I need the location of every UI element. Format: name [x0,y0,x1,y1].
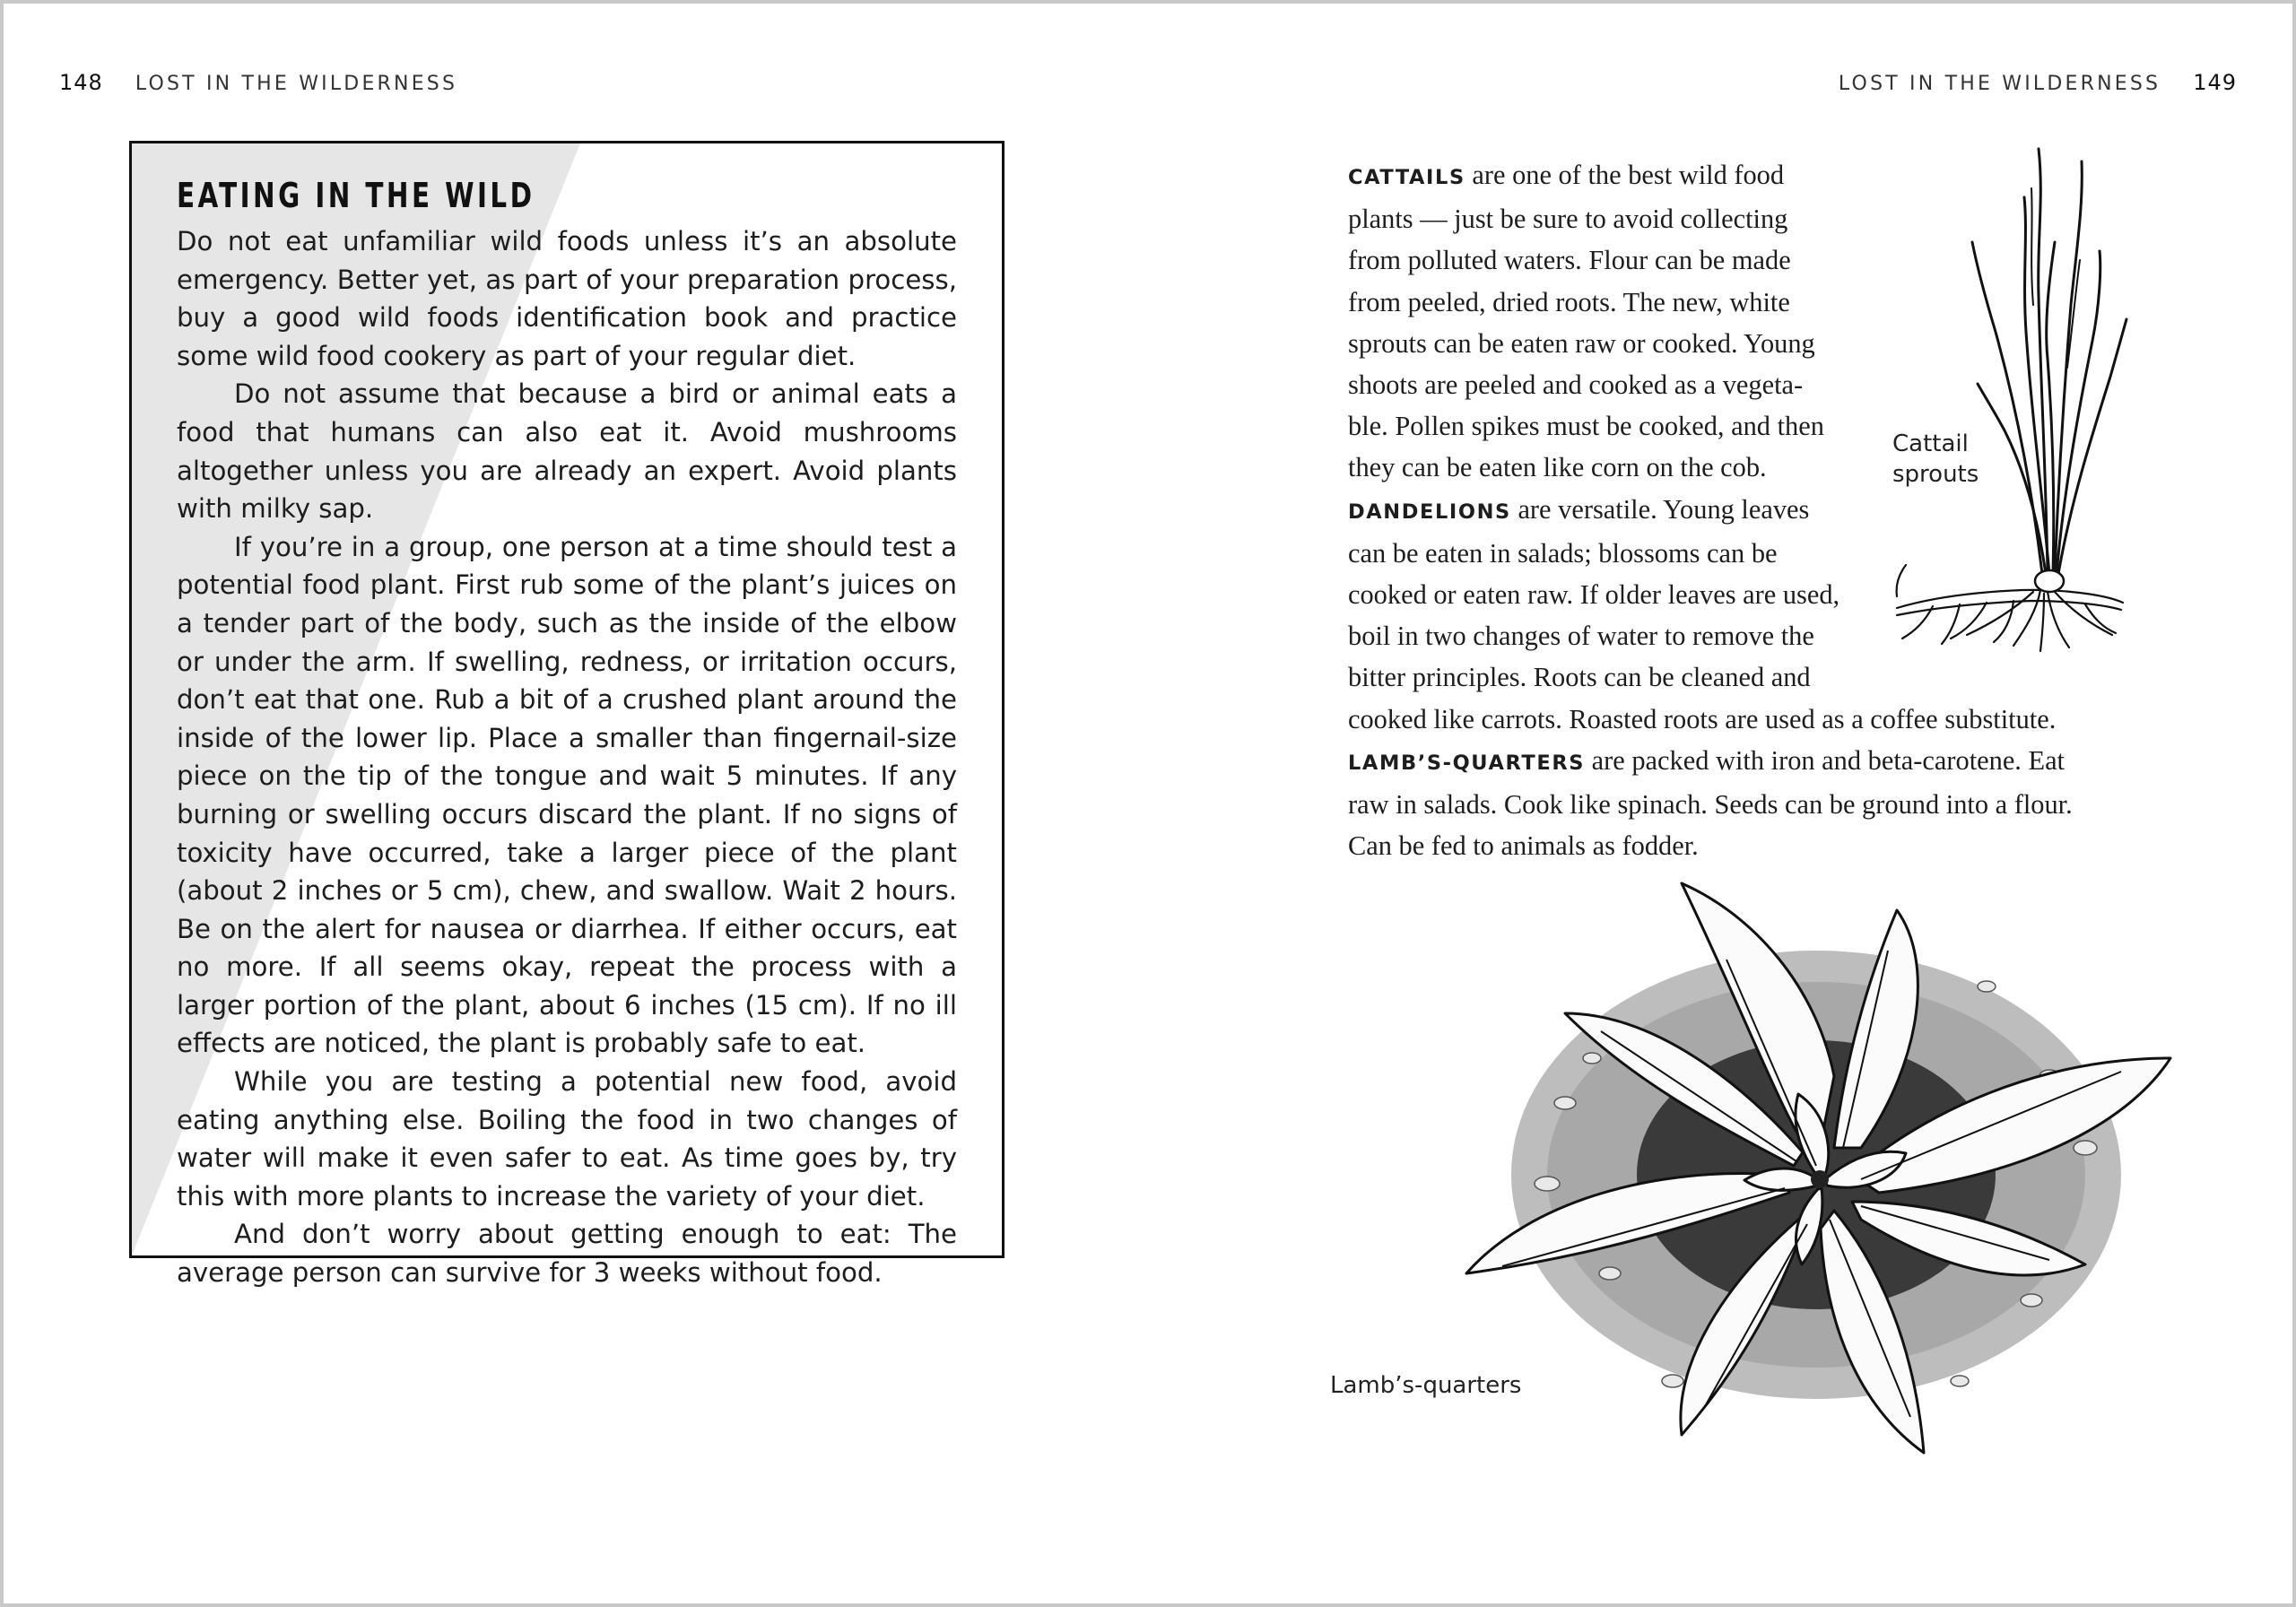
text-line: cooked like carrots. Roasted roots are used as a coffee substitute. [1348,703,2057,734]
text-line: shoots are peeled and cooked as a vegeta- [1348,369,1804,401]
lambs-quarters-paragraph [1289,740,2112,867]
text-line: they can be eaten like corn on the cob. [1348,452,1767,483]
text-line: Can be fed to animals as fodder. [1348,830,1699,862]
text-line: plants — just be sure to avoid collecting [1348,204,1788,235]
dandelions-lead: DANDELIONS [1348,499,1511,524]
sidebar-box [129,141,1004,1289]
caption-line: sprouts [1892,461,1979,488]
left-running-head-text: LOST IN THE WILDERNESS [135,73,458,95]
right-page-number: 149 [2193,70,2237,95]
sidebar-paragraph: Do not assume that because a bird or animal eats a food that humans can also eat it. Avoid mushrooms altogether unless you are already an expert. Avoid plants with milky sap. [177,378,957,525]
sidebar-paragraph: If you’re in a group, one person at a time should test a potential food plant. First rub some of the plant’s juices on a tender part of the body, such as the inside of the elbow or under the arm. If swelling, redness, or irritation occurs, don’t eat that one. Rub a bit of a crushed plant around the inside of the lower lip. Place a smaller than fingernail-size piece on the tip of the tongue and wait 5 minutes. If any burning or swelling occurs discard the plant. If no signs of toxicity have occurred, take a larger piece of the plant (about 2 inches or 5 cm), chew, and swallow. Wait 2 hours. Be on the alert for nausea or diarrhea. If either occurs, eat no more. If all seems okay, repeat the process with a larger portion of the plant, about 6 inches (15 cm). If no ill effects are noticed, the plant is probably safe to eat. [177,531,957,1059]
lambs-quarters-illustration [1457,879,2175,1453]
text-line: sprouts can be eaten raw or cooked. Young [1348,327,1815,359]
left-running-head [59,70,457,95]
right-running-head-text: LOST IN THE WILDERNESS [1838,73,2161,95]
cattail-sprouts-illustration [1879,143,2130,655]
lambs-quarters-caption: Lamb’s-quarters [1330,1372,1522,1399]
sidebar-paragraph: Do not eat unfamiliar wild foods unless it’s an absolute emergency. Better yet, as part of your preparation process, buy a good wild foods identification book and practice some wild food cookery as part of your regular diet. [177,226,957,371]
text-line: are versatile. Young leaves [1510,493,1810,525]
text-line: are packed with iron and beta-carotene. Eat [1585,744,2065,776]
sidebar-title: EATING IN THE WILD [177,176,535,215]
text-line: from peeled, dried roots. The new, white [1348,286,1790,317]
cattail-caption [1892,429,1979,490]
text-line: bitter principles. Roots can be cleaned and [1348,662,1811,693]
text-line: cooked or eaten raw. If older leaves are used, [1348,579,1840,611]
sidebar-paragraph: And don’t worry about getting enough to eat: The average person can survive for 3 weeks without food. [177,1219,957,1289]
lambs-quarters-lead: LAMB’S-QUARTERS [1348,751,1586,775]
sidebar-paragraph: While you are testing a potential new food, avoid eating anything else. Boiling the food in two changes of water will make it even safer to eat. As time goes by, try this with more plants to increase the variety of your diet. [177,1066,957,1212]
text-line: from polluted waters. Flour can be made [1348,245,1791,276]
text-line: can be eaten in salads; blossoms can be [1348,537,1778,569]
left-page-number: 148 [59,70,103,95]
cattails-lead: CATTAILS [1348,166,1465,189]
caption-line: Cattail [1892,430,1969,457]
text-line: raw in salads. Cook like spinach. Seeds can be ground into a flour. [1348,789,2073,821]
text-line: boil in two changes of water to remove the [1348,621,1814,652]
right-running-head [1839,70,2237,95]
text-line: ble. Pollen spikes must be cooked, and then [1348,411,1824,442]
text-line: are one of the best wild food [1465,160,1785,190]
